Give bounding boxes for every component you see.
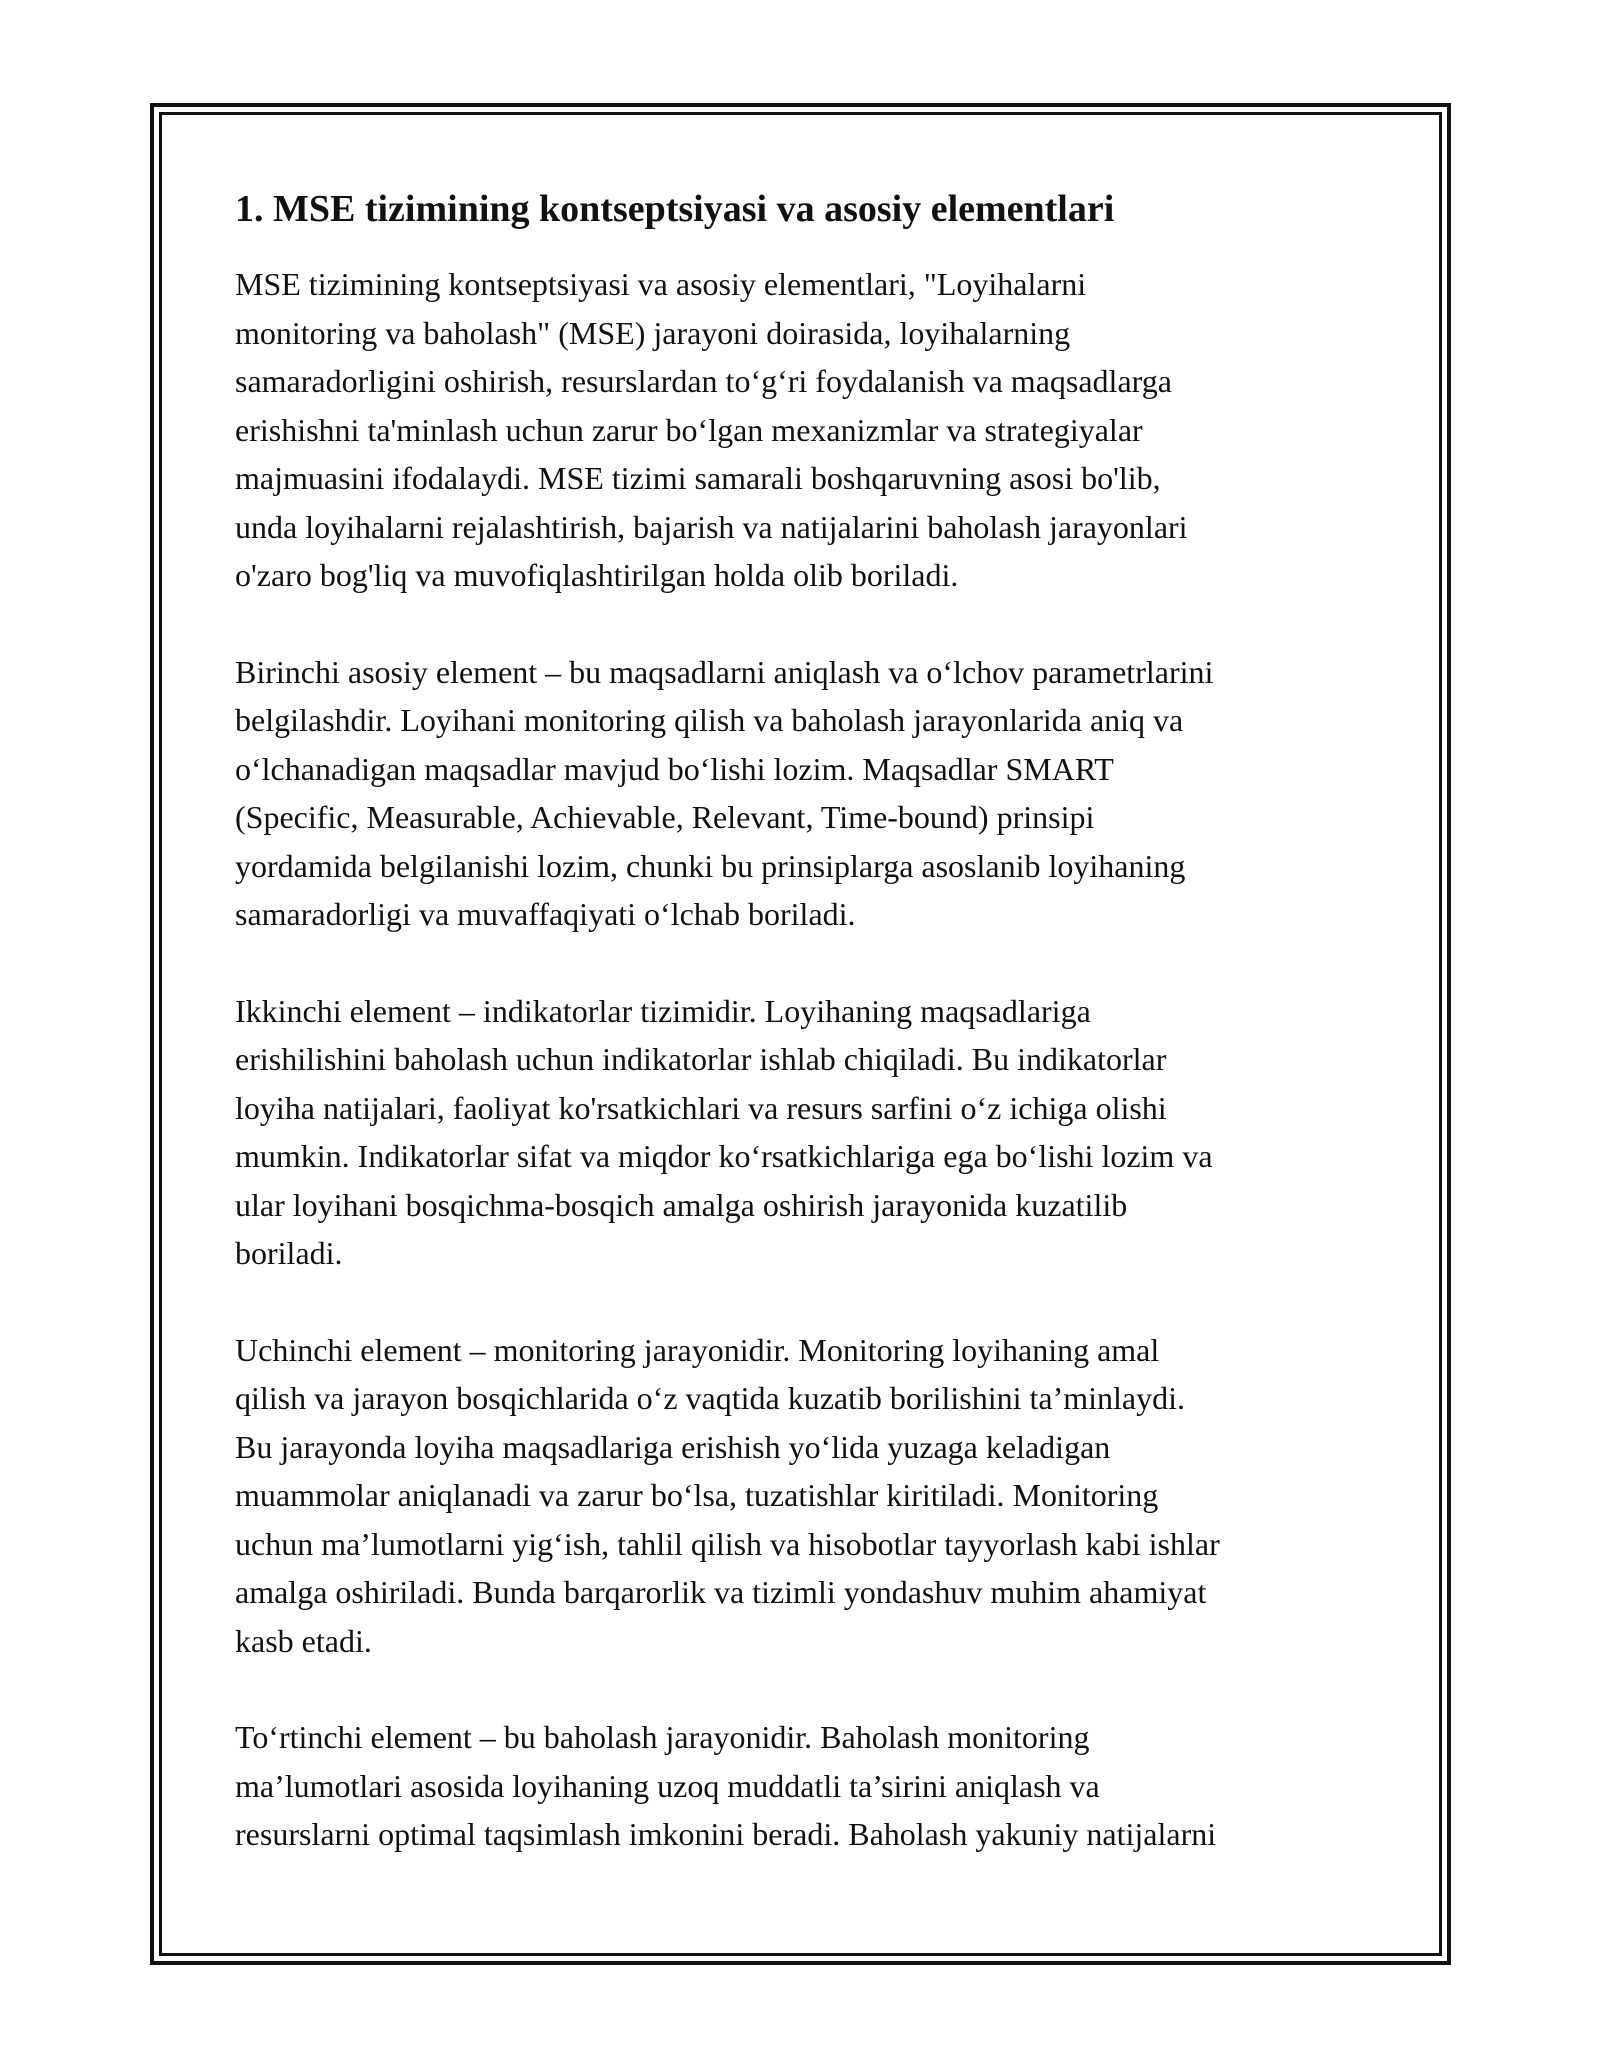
text-line: samaradorligini oshirish, resurslardan to‘g‘ri foydalanish va maqsadlarga xyxy=(235,363,1172,399)
text-line: (Specific, Measurable, Achievable, Relevant, Time-bound) prinsipi xyxy=(235,799,1095,835)
text-line: unda loyihalarni rejalashtirish, bajarish va natijalarini baholash jarayonlari xyxy=(235,508,1188,545)
paragraph-fourth-element xyxy=(235,1713,1380,1859)
paragraph-second-element xyxy=(235,987,1380,1278)
text-line: Uchinchi element – monitoring jarayonidir. Monitoring loyihaning amal xyxy=(235,1331,1160,1368)
text-line: ma’lumotlari asosida loyihaning uzoq muddatli ta’sirini aniqlash va xyxy=(235,1767,1100,1804)
text-line: Birinchi asosiy element – bu maqsadlarni aniqlash va o‘lchov parametrlarini xyxy=(235,653,1214,690)
text-line: Ikkinchi element – indikatorlar tizimidir. Loyihaning maqsadlariga xyxy=(235,992,1091,1029)
text-line: Bu jarayonda loyiha maqsadlariga erishish yo‘lida yuzaga keladigan xyxy=(235,1428,1111,1465)
text-line: loyiha natijalari, faoliyat ko'rsatkichlari va resurs sarfini o‘z ichiga olishi xyxy=(235,1089,1167,1126)
text-line: muammolar aniqlanadi va zarur bo‘lsa, tuzatishlar kiritiladi. Monitoring xyxy=(235,1477,1159,1513)
paragraph-third-element xyxy=(235,1326,1380,1666)
text-line: MSE tizimining kontseptsiyasi va asosiy elementlari, "Loyihalarni xyxy=(235,266,1087,302)
text-line: resurslarni optimal taqsimlash imkonini beradi. Baholash yakuniy natijalarni xyxy=(235,1816,1217,1852)
text-line: samaradorligi va muvaffaqiyati o‘lchab boriladi. xyxy=(235,896,856,932)
text-line: erishilishini baholash uchun indikatorlar ishlab chiqiladi. Bu indikatorlar xyxy=(235,1041,1167,1077)
paragraph-intro xyxy=(235,260,1380,600)
text-line: o‘lchanadigan maqsadlar mavjud bo‘lishi lozim. Maqsadlar SMART xyxy=(235,750,1114,787)
document-body xyxy=(235,186,1380,1907)
paragraph-first-element xyxy=(235,648,1380,939)
text-line: erishishni ta'minlash uchun zarur bo‘lgan mexanizmlar va strategiyalar xyxy=(235,411,1143,448)
section-heading: 1. MSE tizimining kontseptsiyasi va asosiy elementlari xyxy=(235,188,1115,230)
text-line: mumkin. Indikatorlar sifat va miqdor ko‘rsatkichlariga ega bo‘lishi lozim va xyxy=(235,1138,1213,1174)
text-line: kasb etadi. xyxy=(235,1622,372,1659)
text-line: qilish va jarayon bosqichlarida o‘z vaqtida kuzatib borilishini ta’minlaydi. xyxy=(235,1380,1185,1416)
text-line: monitoring va baholash" (MSE) jarayoni doirasida, loyihalarning xyxy=(235,314,1071,351)
text-line: majmuasini ifodalaydi. MSE tizimi samarali boshqaruvning asosi bo'lib, xyxy=(235,460,1161,496)
text-line: ular loyihani bosqichma-bosqich amalga oshirish jarayonida kuzatilib xyxy=(235,1186,1128,1223)
text-line: boriladi. xyxy=(235,1235,343,1271)
text-line: uchun ma’lumotlarni yig‘ish, tahlil qilish va hisobotlar tayyorlash kabi ishlar xyxy=(235,1525,1220,1562)
text-line: o'zaro bog'liq va muvofiqlashtirilgan holda olib boriladi. xyxy=(235,557,959,593)
text-line: amalga oshiriladi. Bunda barqarorlik va tizimli yondashuv muhim ahamiyat xyxy=(235,1574,1207,1610)
text-line: To‘rtinchi element – bu baholash jarayonidir. Baholash monitoring xyxy=(235,1719,1090,1755)
text-line: belgilashdir. Loyihani monitoring qilish va baholash jarayonlarida aniq va xyxy=(235,702,1184,738)
text-line: yordamida belgilanishi lozim, chunki bu prinsiplarga asoslanib loyihaning xyxy=(235,847,1186,884)
